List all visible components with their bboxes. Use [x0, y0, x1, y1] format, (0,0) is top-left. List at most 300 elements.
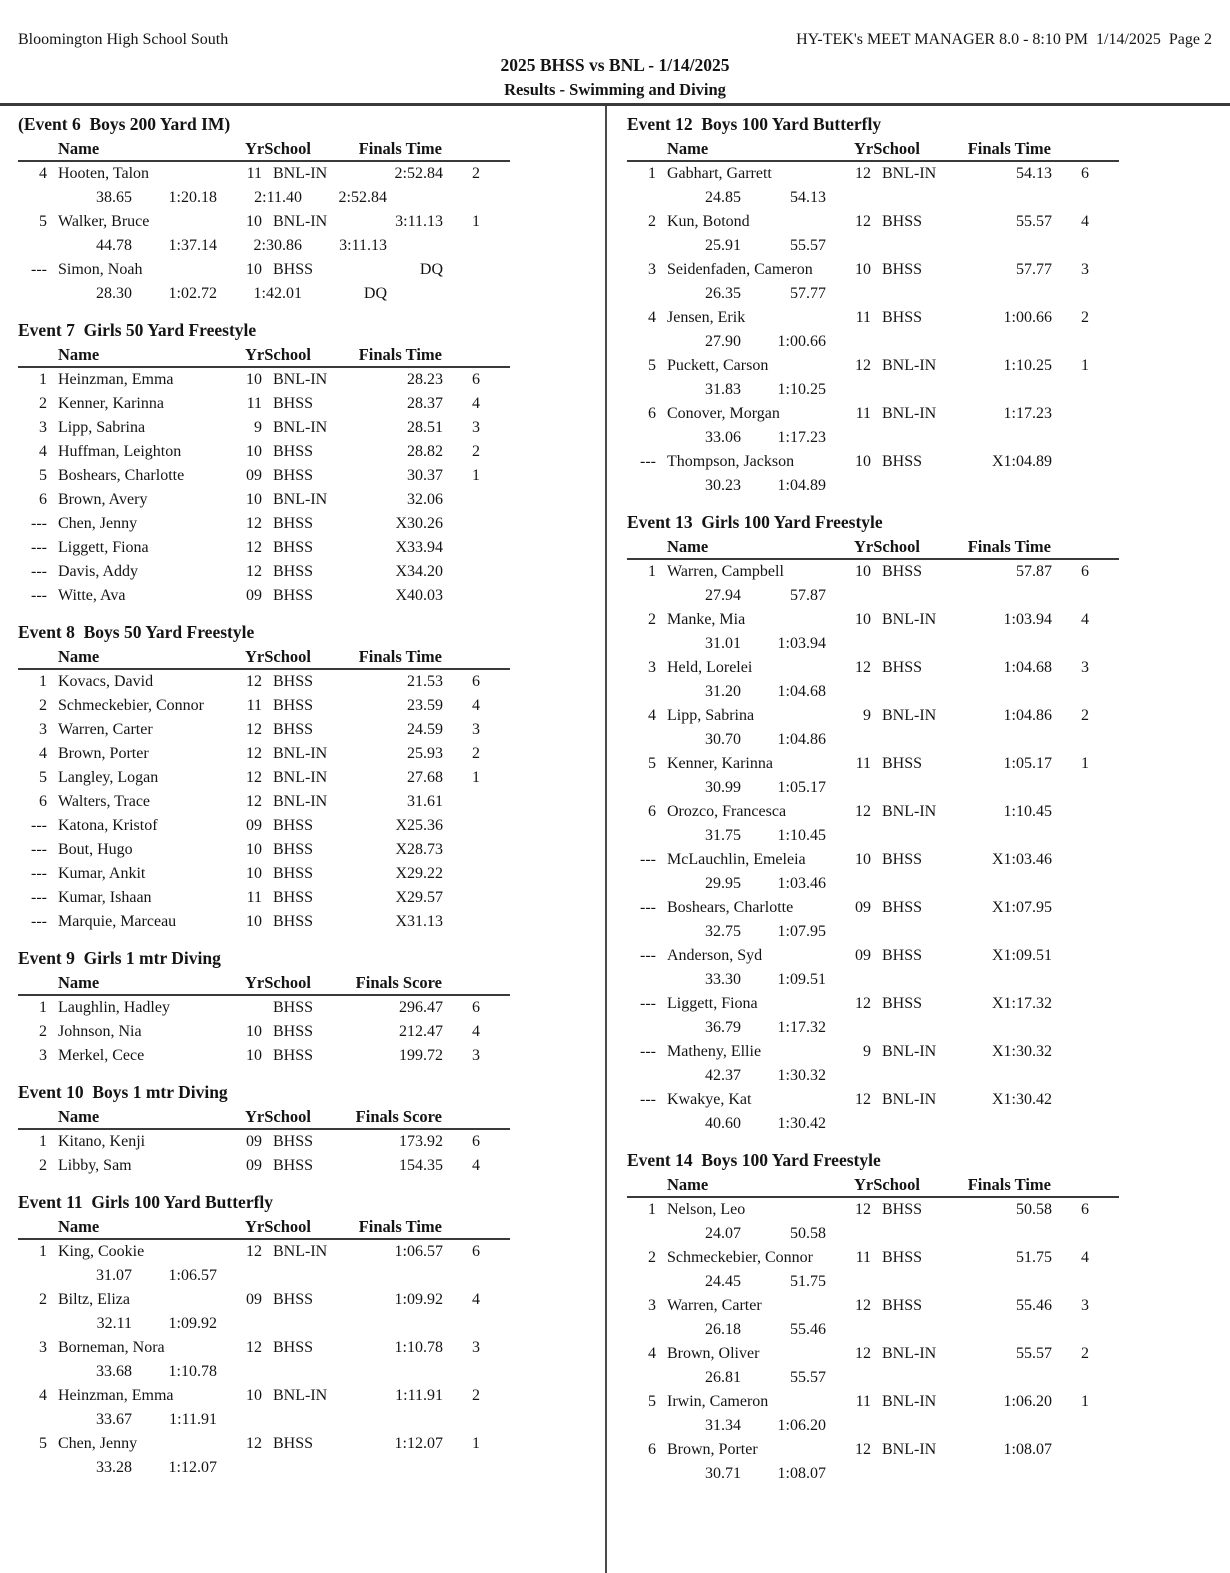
result-cell: 55.57	[1016, 213, 1052, 230]
split-time: 26.81	[705, 1369, 741, 1386]
school-cell: BHSS	[273, 1291, 314, 1308]
swimmer-name: Held, Lorelei	[667, 659, 753, 676]
school-cell: BHSS	[273, 395, 314, 412]
year-cell: 10	[246, 1387, 262, 1404]
result-cell: X31.13	[395, 913, 443, 930]
result-cell: 154.35	[399, 1157, 443, 1174]
place-cell: ---	[640, 899, 656, 916]
swimmer-name: Heinzman, Emma	[58, 1387, 174, 1404]
points-cell: 1	[1081, 755, 1089, 772]
result-cell: X29.57	[395, 889, 443, 906]
result-cell: 1:12.07	[394, 1435, 443, 1452]
year-cell: 10	[855, 453, 871, 470]
result-cell: 1:10.45	[1003, 803, 1052, 820]
points-cell: 2	[1081, 1345, 1089, 1362]
points-cell: 6	[1081, 563, 1089, 580]
results-table-header	[18, 1215, 510, 1240]
result-cell: X29.22	[395, 865, 443, 882]
split-time: 1:04.86	[777, 731, 826, 748]
place-cell: 5	[39, 467, 47, 484]
split-time: 24.45	[705, 1273, 741, 1290]
licensee-name: Bloomington High School South	[18, 31, 229, 48]
result-row	[18, 1240, 510, 1264]
swimmer-name: Brown, Porter	[667, 1441, 758, 1458]
result-column-header: Finals Time	[358, 1217, 442, 1236]
result-row	[627, 1088, 1119, 1112]
place-cell: 5	[39, 213, 47, 230]
yrschool-column-header: YrSchool	[245, 647, 311, 666]
result-cell: 199.72	[399, 1047, 443, 1064]
splits-row	[18, 1264, 605, 1288]
name-column-header: Name	[667, 1175, 709, 1194]
yrschool-column-header: YrSchool	[854, 1175, 920, 1194]
split-time: 31.01	[705, 635, 741, 652]
result-cell: 296.47	[399, 999, 443, 1016]
result-cell: X1:17.32	[992, 995, 1052, 1012]
place-cell: 2	[39, 697, 47, 714]
swimmer-name: Kumar, Ishaan	[58, 889, 152, 906]
result-cell: 57.77	[1016, 261, 1052, 278]
splits-row	[627, 1112, 1230, 1136]
year-cell: 9	[863, 1043, 871, 1060]
place-cell: 1	[39, 371, 47, 388]
result-row	[627, 1342, 1119, 1366]
result-cell: DQ	[419, 261, 443, 278]
school-cell: BNL-IN	[273, 491, 328, 508]
points-cell	[1064, 896, 1089, 920]
school-cell: BHSS	[273, 261, 314, 278]
split-time: 33.28	[96, 1459, 132, 1476]
name-column-header: Name	[58, 345, 100, 364]
place-cell: 6	[648, 803, 656, 820]
split-time: 29.95	[705, 875, 741, 892]
swimmer-name: Huffman, Leighton	[58, 443, 182, 460]
result-row	[18, 996, 510, 1020]
split-time: 1:20.18	[168, 189, 217, 206]
points-cell	[455, 258, 480, 282]
result-row	[627, 656, 1119, 680]
result-column-header: Finals Time	[967, 139, 1051, 158]
split-time: 2:30.86	[253, 237, 302, 254]
event-title: Event 7 Girls 50 Yard Freestyle	[18, 320, 257, 340]
points-cell: 2	[472, 165, 480, 182]
school-cell: BHSS	[882, 851, 923, 868]
swimmer-name: Boshears, Charlotte	[58, 467, 185, 484]
result-row	[627, 210, 1119, 234]
points-cell: 3	[472, 419, 480, 436]
school-cell: BHSS	[882, 659, 923, 676]
swimmer-name: Libby, Sam	[58, 1157, 132, 1174]
result-cell: 1:00.66	[1003, 309, 1052, 326]
splits-row	[627, 968, 1230, 992]
year-cell: 12	[246, 673, 262, 690]
swimmer-name: Kwakye, Kat	[667, 1091, 752, 1108]
result-row	[18, 862, 510, 886]
split-time: 1:42.01	[253, 285, 302, 302]
year-cell: 09	[855, 899, 871, 916]
place-cell: 5	[648, 357, 656, 374]
points-cell	[455, 488, 480, 512]
split-time: 1:06.20	[777, 1417, 826, 1434]
splits-row	[18, 234, 605, 258]
year-cell: 12	[855, 1297, 871, 1314]
result-cell: 1:05.17	[1003, 755, 1052, 772]
swimmer-name: Kenner, Karinna	[58, 395, 164, 412]
split-time: 33.67	[96, 1411, 132, 1428]
result-row	[18, 1384, 510, 1408]
school-cell: BHSS	[273, 999, 314, 1016]
year-cell: 11	[855, 309, 871, 326]
swimmer-name: Boshears, Charlotte	[667, 899, 794, 916]
place-cell: 1	[648, 563, 656, 580]
result-row	[627, 800, 1119, 824]
points-cell: 6	[472, 1133, 480, 1150]
name-column-header: Name	[58, 1107, 100, 1126]
splits-row	[627, 1414, 1230, 1438]
points-cell: 3	[472, 1047, 480, 1064]
result-row	[627, 992, 1119, 1016]
place-cell: ---	[640, 1043, 656, 1060]
event-section	[18, 1080, 605, 1178]
swimmer-name: Nelson, Leo	[667, 1201, 746, 1218]
result-cell: 28.82	[407, 443, 443, 460]
place-cell: 3	[648, 1297, 656, 1314]
place-cell: 1	[648, 1201, 656, 1218]
place-cell: 4	[648, 1345, 656, 1362]
place-cell: 3	[648, 659, 656, 676]
year-cell: 10	[246, 491, 262, 508]
school-cell: BNL-IN	[273, 769, 328, 786]
meet-title: 2025 BHSS vs BNL - 1/14/2025	[500, 55, 730, 75]
split-time: 30.71	[705, 1465, 741, 1482]
splits-row	[627, 920, 1230, 944]
school-cell: BHSS	[882, 261, 923, 278]
points-cell: 1	[1081, 1393, 1089, 1410]
result-row	[18, 1044, 510, 1068]
yrschool-column-header: YrSchool	[245, 139, 311, 158]
split-time: 1:30.32	[777, 1067, 826, 1084]
place-cell: ---	[31, 913, 47, 930]
result-cell: X1:07.95	[992, 899, 1052, 916]
school-cell: BNL-IN	[882, 1345, 937, 1362]
split-time: 1:07.95	[777, 923, 826, 940]
year-cell: 12	[246, 769, 262, 786]
split-time: 1:02.72	[168, 285, 217, 302]
splits-row	[627, 186, 1230, 210]
result-row	[627, 306, 1119, 330]
place-cell: 1	[39, 1133, 47, 1150]
school-cell: BNL-IN	[273, 1387, 328, 1404]
points-cell	[455, 886, 480, 910]
place-cell: 3	[39, 721, 47, 738]
name-column-header: Name	[58, 647, 100, 666]
place-cell: 2	[648, 213, 656, 230]
event-section	[18, 318, 605, 608]
place-cell: 5	[39, 769, 47, 786]
result-row	[627, 704, 1119, 728]
result-cell: 3:11.13	[395, 213, 443, 230]
swimmer-name: Davis, Addy	[58, 563, 138, 580]
result-cell: X28.73	[395, 841, 443, 858]
place-cell: 4	[39, 165, 47, 182]
place-cell: 3	[39, 1047, 47, 1064]
year-cell: 12	[855, 165, 871, 182]
swimmer-name: Hooten, Talon	[58, 165, 150, 182]
split-time: 1:17.32	[777, 1019, 826, 1036]
points-cell: 1	[1081, 357, 1089, 374]
swimmer-name: Puckett, Carson	[667, 357, 769, 374]
points-cell: 4	[472, 1023, 480, 1040]
result-cell: 28.51	[407, 419, 443, 436]
year-cell: 10	[855, 261, 871, 278]
place-cell: ---	[640, 453, 656, 470]
swimmer-name: Warren, Carter	[58, 721, 153, 738]
split-time: 36.79	[705, 1019, 741, 1036]
points-cell: 4	[1081, 611, 1089, 628]
year-cell: 10	[246, 261, 262, 278]
points-cell	[1064, 992, 1089, 1016]
result-cell: 1:06.57	[394, 1243, 443, 1260]
split-time: 33.30	[705, 971, 741, 988]
result-column-header: Finals Time	[358, 345, 442, 364]
split-time: 55.46	[790, 1321, 826, 1338]
splits-row	[627, 680, 1230, 704]
name-column-header: Name	[58, 139, 100, 158]
school-cell: BHSS	[882, 995, 923, 1012]
split-time: 1:08.07	[777, 1465, 826, 1482]
school-cell: BNL-IN	[882, 803, 937, 820]
swimmer-name: Orozco, Francesca	[667, 803, 787, 820]
year-cell: 11	[855, 755, 871, 772]
points-cell	[455, 838, 480, 862]
result-cell: 1:04.68	[1003, 659, 1052, 676]
results-table-header	[627, 137, 1119, 162]
school-cell: BHSS	[273, 539, 314, 556]
year-cell: 12	[246, 515, 262, 532]
result-row	[627, 1246, 1119, 1270]
split-time: 28.30	[96, 285, 132, 302]
split-time: 3:11.13	[339, 237, 387, 254]
result-row	[18, 718, 510, 742]
year-cell: 09	[246, 817, 262, 834]
result-row	[627, 608, 1119, 632]
splits-row	[627, 1462, 1230, 1486]
place-cell: ---	[31, 515, 47, 532]
year-cell: 10	[855, 611, 871, 628]
result-cell: 2:52.84	[394, 165, 443, 182]
school-cell: BHSS	[882, 453, 923, 470]
place-cell: 3	[39, 1339, 47, 1356]
swimmer-name: Simon, Noah	[58, 261, 143, 278]
name-column-header: Name	[667, 537, 709, 556]
year-cell: 10	[246, 213, 262, 230]
swimmer-name: Merkel, Cece	[58, 1047, 145, 1064]
yrschool-column-header: YrSchool	[854, 139, 920, 158]
place-cell: ---	[640, 1091, 656, 1108]
school-cell: BNL-IN	[273, 793, 328, 810]
result-row	[627, 450, 1119, 474]
year-cell: 12	[855, 659, 871, 676]
swimmer-name: Lipp, Sabrina	[58, 419, 146, 436]
result-row	[18, 1288, 510, 1312]
school-cell: BHSS	[273, 721, 314, 738]
year-cell: 12	[855, 213, 871, 230]
result-column-header: Finals Time	[358, 139, 442, 158]
points-cell	[455, 512, 480, 536]
result-column-header: Finals Time	[358, 647, 442, 666]
points-cell	[1064, 402, 1089, 426]
school-cell: BHSS	[882, 947, 923, 964]
swimmer-name: Witte, Ava	[58, 587, 126, 604]
school-cell: BNL-IN	[273, 371, 328, 388]
place-cell: 4	[39, 443, 47, 460]
result-row	[627, 848, 1119, 872]
school-cell: BHSS	[273, 587, 314, 604]
result-row	[627, 258, 1119, 282]
name-column-header: Name	[667, 139, 709, 158]
splits-row	[18, 1360, 605, 1384]
split-time: 2:11.40	[254, 189, 302, 206]
year-cell: 09	[246, 467, 262, 484]
event-title: Event 11 Girls 100 Yard Butterfly	[18, 1192, 274, 1212]
year-cell: 11	[246, 697, 262, 714]
place-cell: 2	[648, 1249, 656, 1266]
swimmer-name: Conover, Morgan	[667, 405, 780, 422]
result-cell: 23.59	[407, 697, 443, 714]
swimmer-name: Kumar, Ankit	[58, 865, 146, 882]
result-cell: 1:03.94	[1003, 611, 1052, 628]
result-row	[18, 536, 510, 560]
swimmer-name: Chen, Jenny	[58, 1435, 138, 1452]
split-time: 26.35	[705, 285, 741, 302]
results-table-header	[627, 1173, 1119, 1198]
place-cell: 4	[39, 1387, 47, 1404]
result-cell: X1:04.89	[992, 453, 1052, 470]
event-section	[627, 510, 1230, 1136]
split-time: 1:10.78	[168, 1363, 217, 1380]
result-cell: 1:17.23	[1003, 405, 1052, 422]
swimmer-name: Matheny, Ellie	[667, 1043, 762, 1060]
place-cell: 4	[648, 707, 656, 724]
school-cell: BHSS	[882, 899, 923, 916]
place-cell: 3	[648, 261, 656, 278]
year-cell: 12	[246, 539, 262, 556]
swimmer-name: Borneman, Nora	[58, 1339, 165, 1356]
swimmer-name: Brown, Porter	[58, 745, 149, 762]
result-cell: 55.46	[1016, 1297, 1052, 1314]
swimmer-name: Seidenfaden, Cameron	[667, 261, 813, 278]
result-cell: X25.36	[395, 817, 443, 834]
swimmer-name: Warren, Campbell	[667, 563, 784, 580]
swimmer-name: Kitano, Kenji	[58, 1133, 146, 1150]
swimmer-name: Gabhart, Garrett	[667, 165, 772, 182]
school-cell: BNL-IN	[882, 1043, 937, 1060]
splits-row	[627, 426, 1230, 450]
place-cell: 5	[39, 1435, 47, 1452]
swimmer-name: Marquie, Marceau	[58, 913, 177, 930]
split-time: 31.07	[96, 1267, 132, 1284]
result-row	[627, 1390, 1119, 1414]
split-time: 30.23	[705, 477, 741, 494]
swimmer-name: Kenner, Karinna	[667, 755, 773, 772]
points-cell	[1064, 1088, 1089, 1112]
school-cell: BHSS	[882, 1201, 923, 1218]
meet-manager-info: HY-TEK's MEET MANAGER 8.0 - 8:10 PM 1/14/2025 Page 2	[796, 31, 1212, 48]
result-cell: 28.37	[407, 395, 443, 412]
school-cell: BHSS	[273, 1133, 314, 1150]
splits-row	[18, 282, 605, 306]
page-header	[0, 0, 1230, 100]
split-time: 55.57	[790, 237, 826, 254]
split-time: 27.94	[705, 587, 741, 604]
school-cell: BNL-IN	[882, 1441, 937, 1458]
points-cell: 1	[472, 1435, 480, 1452]
place-cell: 2	[39, 395, 47, 412]
year-cell: 10	[246, 865, 262, 882]
swimmer-name: Schmeckebier, Connor	[58, 697, 204, 714]
result-row	[18, 584, 510, 608]
swimmer-name: Schmeckebier, Connor	[667, 1249, 813, 1266]
points-cell	[455, 584, 480, 608]
event-title: Event 12 Boys 100 Yard Butterfly	[627, 114, 882, 134]
result-row	[18, 440, 510, 464]
points-cell	[1064, 450, 1089, 474]
split-time: 1:03.46	[777, 875, 826, 892]
event-title: Event 9 Girls 1 mtr Diving	[18, 948, 221, 968]
year-cell: 12	[246, 745, 262, 762]
result-row	[627, 1294, 1119, 1318]
year-cell: 09	[246, 587, 262, 604]
result-cell: 54.13	[1016, 165, 1052, 182]
splits-row	[627, 1016, 1230, 1040]
place-cell: ---	[31, 817, 47, 834]
year-cell: 12	[246, 721, 262, 738]
swimmer-name: Biltz, Eliza	[58, 1291, 130, 1308]
result-column-header: Finals Time	[967, 537, 1051, 556]
school-cell: BNL-IN	[273, 745, 328, 762]
school-cell: BNL-IN	[882, 357, 937, 374]
result-row	[18, 416, 510, 440]
school-cell: BNL-IN	[273, 1243, 328, 1260]
place-cell: ---	[640, 995, 656, 1012]
points-cell: 2	[472, 443, 480, 460]
results-table-header	[627, 535, 1119, 560]
result-row	[18, 210, 510, 234]
year-cell: 09	[855, 947, 871, 964]
swimmer-name: Chen, Jenny	[58, 515, 138, 532]
school-cell: BHSS	[273, 1157, 314, 1174]
result-cell: 1:06.20	[1003, 1393, 1052, 1410]
split-time: 33.06	[705, 429, 741, 446]
swimmer-name: Lipp, Sabrina	[667, 707, 755, 724]
split-time: 27.90	[705, 333, 741, 350]
result-cell: X1:30.42	[992, 1091, 1052, 1108]
result-column-header: Finals Score	[355, 1107, 442, 1126]
year-cell: 10	[855, 563, 871, 580]
split-time: 1:00.66	[777, 333, 826, 350]
splits-row	[627, 1222, 1230, 1246]
year-cell: 12	[855, 1201, 871, 1218]
event-section	[627, 1148, 1230, 1486]
split-time: 24.07	[705, 1225, 741, 1242]
yrschool-column-header: YrSchool	[245, 1217, 311, 1236]
swimmer-name: Warren, Carter	[667, 1297, 762, 1314]
points-cell: 3	[472, 1339, 480, 1356]
school-cell: BHSS	[882, 1297, 923, 1314]
year-cell: 12	[246, 1339, 262, 1356]
splits-row	[627, 1064, 1230, 1088]
result-row	[18, 512, 510, 536]
